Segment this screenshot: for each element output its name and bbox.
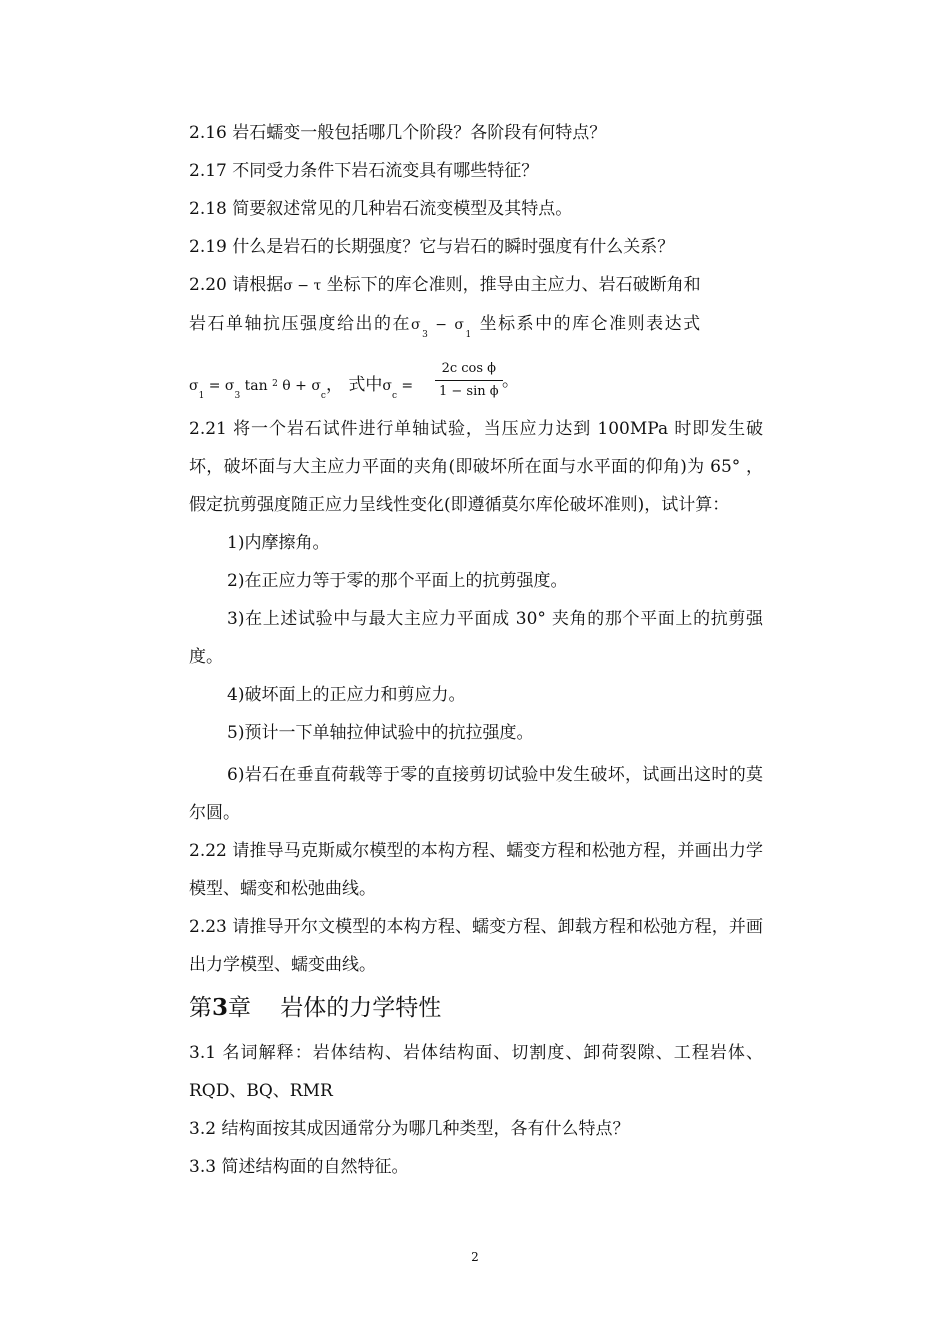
question-2-16: 2.16 岩石蠕变一般包括哪几个阶段？各阶段有何特点？ xyxy=(189,123,607,143)
page-number: 2 xyxy=(471,1250,479,1264)
question-2-21-item-4: 4)破坏面上的正应力和剪应力。 xyxy=(227,685,466,705)
question-2-21-item-1: 1)内摩擦角。 xyxy=(227,533,330,553)
question-2-22: 2.22 请推导马克斯威尔模型的本构方程、蠕变方程和松弛方程，并画出力学模型、蠕变和松弛曲线。 xyxy=(189,841,763,899)
question-3-3: 3.3 简述结构面的自然特征。 xyxy=(189,1157,409,1177)
fraction-numerator: 2c cos ϕ xyxy=(435,360,503,381)
coulomb-formula: $\sigma_1 = \sigma_3$ tan $^2$ $\theta + \sigma_c$， 式中$\sigma_c$ = $\frac{\text{2c cos ϕ}}{\text{1 − sin ϕ}}$ 。 xyxy=(189,361,519,401)
fraction-denominator: 1 − sin ϕ xyxy=(439,384,499,399)
question-2-20-line2: 岩石单轴抗压强度给出的在$\sigma_3 - \sigma_1$ 坐标系中的库仑准则表达式 xyxy=(189,314,702,340)
coord-sigma-tau: σ − τ xyxy=(283,278,322,294)
question-2-19: 2.19 什么是岩石的长期强度？它与岩石的瞬时强度有什么关系？ xyxy=(189,237,675,257)
page-content xyxy=(189,114,763,1186)
question-2-20-line1: 2.20 请根据σ − τ 坐标下的库仑准则，推导由主应力、岩石破断角和 xyxy=(189,275,701,295)
question-2-17: 2.17 不同受力条件下岩石流变具有哪些特征？ xyxy=(189,161,539,181)
question-2-23: 2.23 请推导开尔文模型的本构方程、蠕变方程、卸载方程和松弛方程，并画出力学模型、蠕变曲线。 xyxy=(189,917,763,975)
chapter-3-heading: 第3章 岩体的力学特性 xyxy=(189,994,442,1021)
formula-fraction xyxy=(435,360,503,401)
question-2-21-item-5: 5)预计一下单轴拉伸试验中的抗拉强度。 xyxy=(227,723,534,743)
question-2-21-item-3: 3)在上述试验中与最大主应力平面成 30° 夹角的那个平面上的抗剪强度。 xyxy=(189,609,763,667)
question-3-2: 3.2 结构面按其成因通常分为哪几种类型，各有什么特点？ xyxy=(189,1119,630,1139)
question-2-20 xyxy=(189,266,763,410)
question-2-21: 2.21 将一个岩石试件进行单轴试验，当压应力达到 100MPa 时即发生破坏，破坏面与大主应力平面的夹角(即破坏所在面与水平面的仰角)为 65° ，假定抗剪强度随正应力呈线性变化(即遵循莫尔库伦破坏准则)，试计算： xyxy=(189,419,763,515)
question-3-1: 3.1 名词解释：岩体结构、岩体结构面、切割度、卸荷裂隙、工程岩体、RQD、BQ、RMR xyxy=(189,1043,763,1101)
question-2-21-item-2: 2)在正应力等于零的那个平面上的抗剪强度。 xyxy=(227,571,568,591)
question-2-18: 2.18 简要叙述常见的几种岩石流变模型及其特点。 xyxy=(189,199,573,219)
question-2-21-item-6: 6)岩石在垂直荷载等于零的直接剪切试验中发生破坏，试画出这时的莫尔圆。 xyxy=(189,765,763,823)
